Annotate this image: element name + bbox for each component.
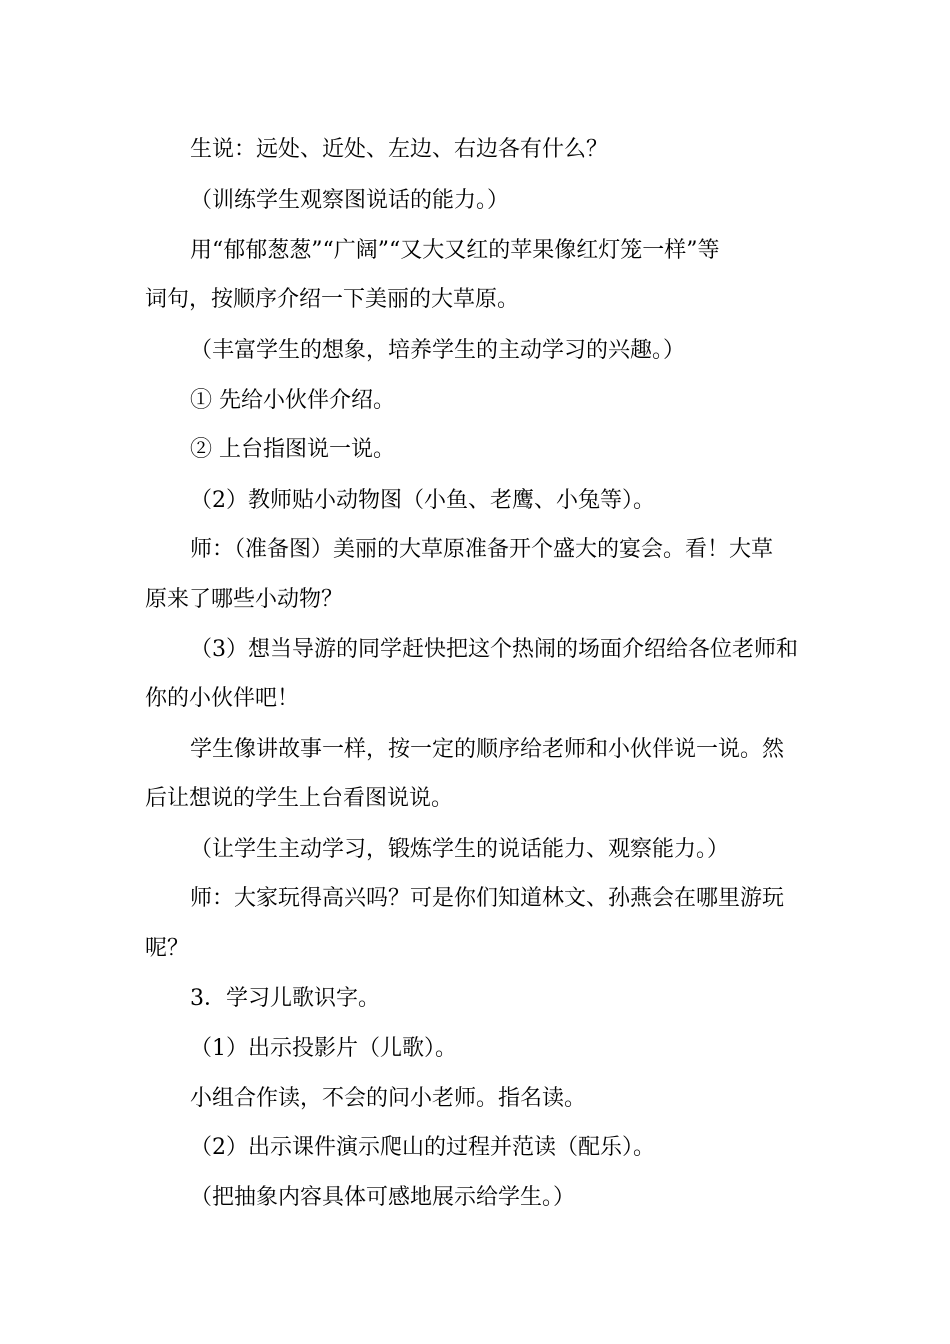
paragraph-12-line-2: 呢？	[145, 936, 190, 961]
paragraph-3-line-1: 用“郁郁葱葱”“广阔”“又大又红的苹果像红灯笼一样”等	[190, 238, 720, 263]
paragraph-17-line-1: （把抽象内容具体可感地展示给学生。）	[190, 1185, 576, 1210]
paragraph-5-line-1: ① 先给小伙伴介绍。	[190, 388, 395, 413]
paragraph-16-line-1: （2）出示课件演示爬山的过程并范读（配乐）。	[190, 1135, 655, 1160]
paragraph-1-line-1: 生说：远处、近处、左边、右边各有什么？	[190, 137, 609, 162]
paragraph-14-line-1: （1）出示投影片（儿歌）。	[190, 1036, 457, 1061]
paragraph-10-line-1: 学生像讲故事一样，按一定的顺序给老师和小伙伴说一说。然	[190, 737, 785, 762]
paragraph-10-line-2: 后让想说的学生上台看图说说。	[145, 786, 454, 811]
paragraph-15-line-1: 小组合作读，不会的问小老师。指名读。	[190, 1086, 587, 1111]
paragraph-13-line-1: 3．学习儿歌识字。	[190, 986, 380, 1011]
paragraph-2-line-1: （训练学生观察图说话的能力。）	[190, 188, 510, 213]
paragraph-3-line-2: 词句，按顺序介绍一下美丽的大草原。	[145, 287, 520, 312]
paragraph-11-line-1: （让学生主动学习，锻炼学生的说话能力、观察能力。）	[190, 837, 730, 862]
paragraph-6-line-1: ② 上台指图说一说。	[190, 437, 395, 462]
paragraph-12-line-1: 师：大家玩得高兴吗？可是你们知道林文、孙燕会在哪里游玩	[190, 886, 785, 911]
paragraph-9-line-1: （3）想当导游的同学赶快把这个热闹的场面介绍给各位老师和	[190, 637, 798, 662]
paragraph-8-line-2: 原来了哪些小动物？	[145, 587, 344, 612]
paragraph-4-line-1: （丰富学生的想象，培养学生的主动学习的兴趣。）	[190, 338, 686, 363]
paragraph-7-line-1: （2）教师贴小动物图（小鱼、老鹰、小兔等）。	[190, 488, 655, 513]
paragraph-9-line-2: 你的小伙伴吧！	[145, 686, 300, 711]
paragraph-8-line-1: 师：（准备图）美丽的大草原准备开个盛大的宴会。看！大草	[190, 537, 774, 562]
